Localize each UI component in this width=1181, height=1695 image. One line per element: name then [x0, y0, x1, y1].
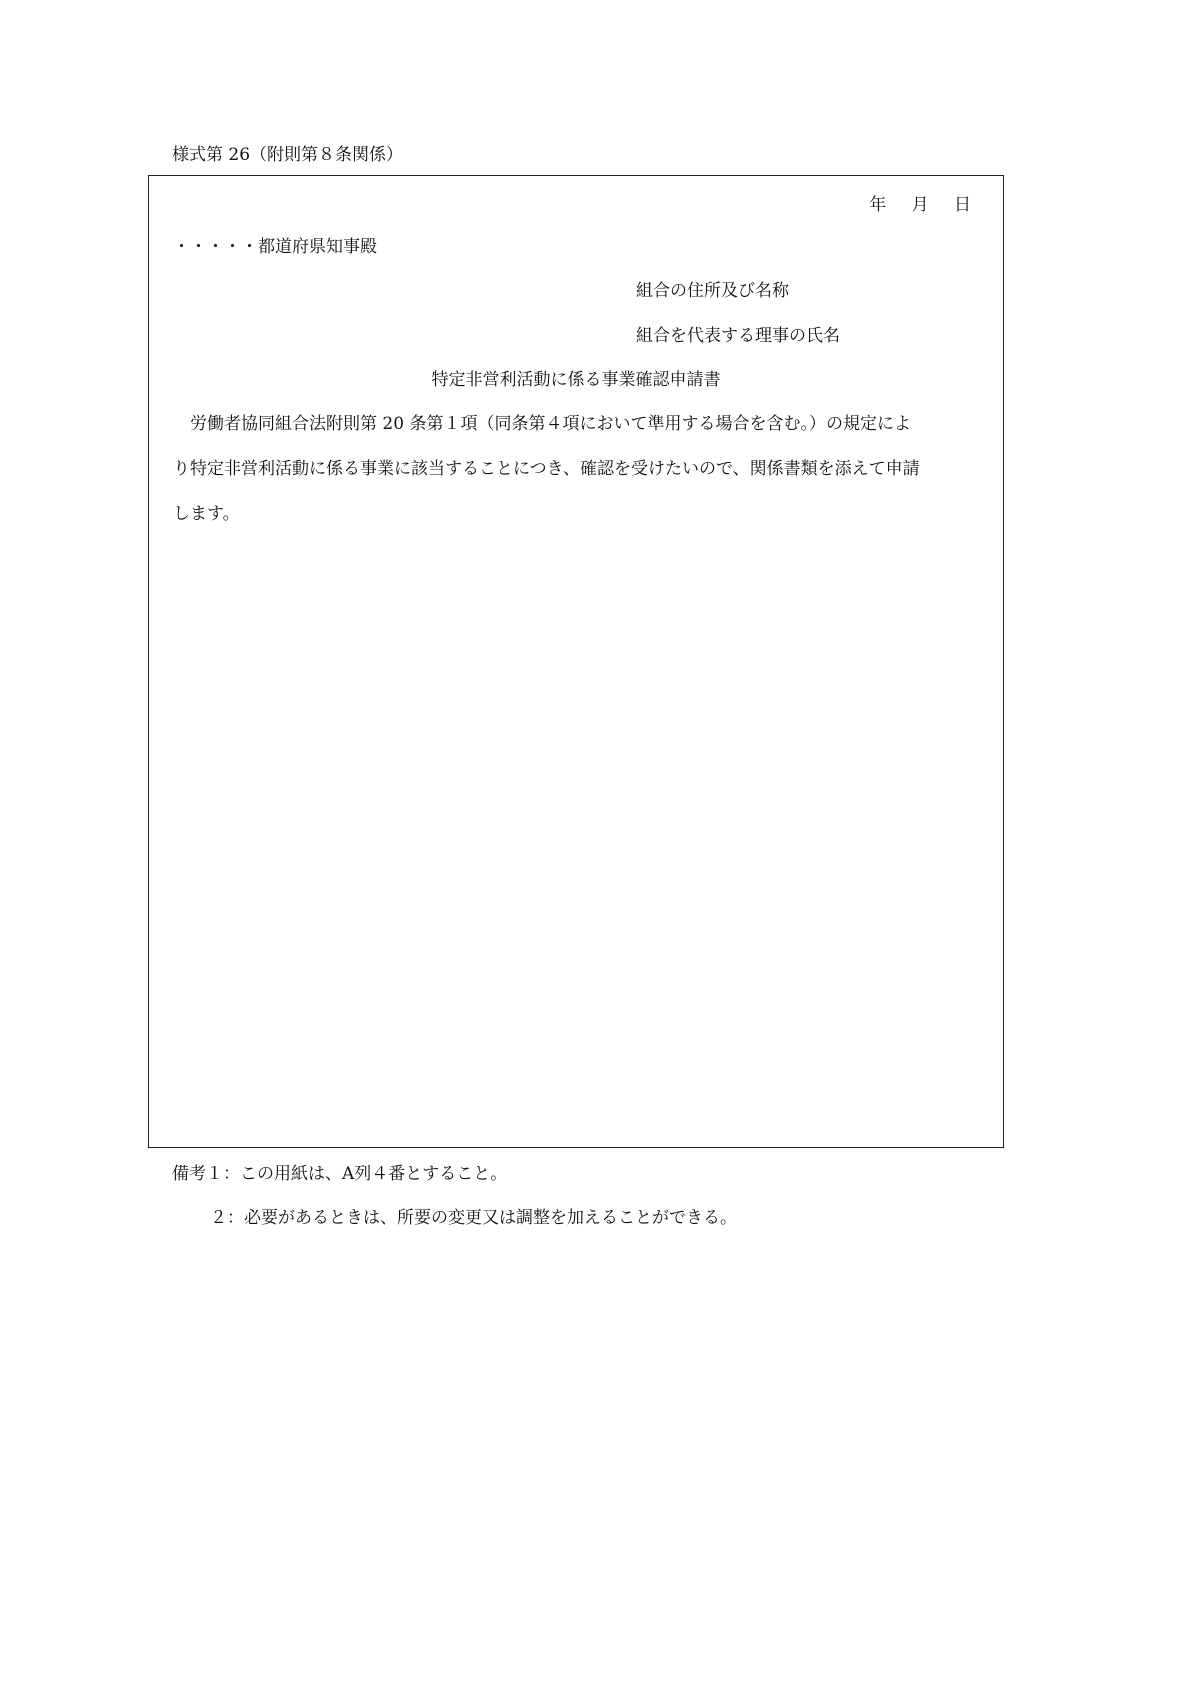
remarks — [172, 1163, 737, 1251]
date-day-label: 日 — [954, 195, 971, 215]
addressee: ・・・・・都道府県知事殿 — [173, 237, 377, 257]
applicant-address-name: 組合の住所及び名称 — [636, 281, 789, 301]
document-title: 特定非営利活動に係る事業確認申請書 — [431, 370, 721, 390]
date-month-label: 月 — [911, 195, 929, 215]
body-line-3: します。 — [173, 504, 240, 524]
date-line — [849, 194, 971, 216]
remark-2: ２：必要があるときは、所要の変更又は調整を加えることができる。 — [210, 1208, 737, 1228]
applicant-representative: 組合を代表する理事の氏名 — [636, 326, 840, 346]
body-line-1: 労働者協同組合法附則第 20 条第１項（同条第４項において準用する場合を含む。）の規定によ — [190, 414, 911, 434]
body-line-2: り特定非営利活動に係る事業に該当することにつき、確認を受けたいので、関係書類を添えて申請 — [173, 459, 920, 479]
application-body — [173, 413, 973, 548]
form-number-label: 様式第 26（附則第８条関係） — [172, 145, 404, 165]
remark-1: 備考１：この用紙は、A列４番とすること。 — [172, 1164, 508, 1184]
application-form-box — [148, 175, 1004, 1148]
date-year-label: 年 — [869, 195, 887, 215]
